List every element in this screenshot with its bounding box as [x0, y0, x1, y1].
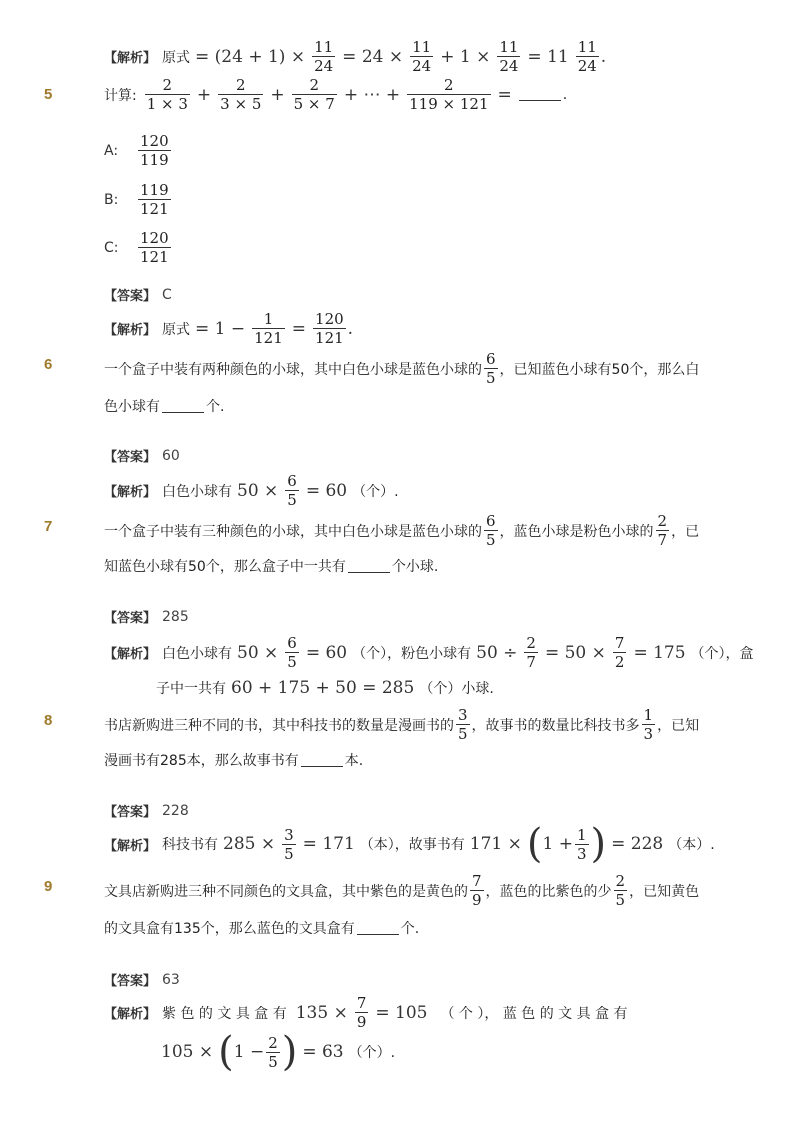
- math-text: = 175: [633, 642, 686, 663]
- fraction: $\frac{7}{9}$: [472, 872, 482, 909]
- fraction: $\frac{2}{7}$: [526, 634, 536, 671]
- period: .: [562, 86, 568, 103]
- fraction: $\frac{120}{119}$: [140, 132, 169, 169]
- q6-answer: [104, 446, 180, 465]
- q7-analysis-line1: [104, 634, 754, 671]
- analysis-tag: 【解析】: [104, 1007, 157, 1022]
- math-text: + 1 ×: [440, 46, 491, 67]
- option-c[interactable]: [104, 229, 173, 266]
- fraction: $\frac{120}{121}$: [140, 229, 169, 266]
- answer-tag: 【答案】: [104, 611, 157, 626]
- fraction: $\frac{1}{3}$: [643, 706, 654, 743]
- answer-value: 228: [162, 802, 189, 819]
- q9-answer: [104, 970, 180, 989]
- fraction: $\frac{1}{121}$: [254, 310, 283, 347]
- stem-text: 本.: [344, 753, 364, 769]
- fraction: $\frac{1}{3}$: [576, 825, 587, 863]
- q7-stem-line2: [104, 556, 438, 576]
- math-text: 1 +: [542, 834, 573, 854]
- fraction: $\frac{7}{2}$: [614, 634, 625, 671]
- stem-text: ，蓝色的比紫色的少: [485, 883, 612, 900]
- fraction: $\frac{2}{5}$: [615, 872, 626, 909]
- q5-analysis: [104, 310, 353, 347]
- q6-stem-line2: [104, 396, 224, 416]
- q8-answer: [104, 801, 189, 820]
- stem-text: ，已知: [657, 717, 700, 734]
- fraction: $\frac{2}{5}$: [268, 1033, 278, 1071]
- fraction: $\frac{11}{24}$: [577, 38, 597, 75]
- analysis-text: （个）.: [348, 1045, 396, 1061]
- q4-analysis: [104, 38, 606, 75]
- math-text: = 50 ×: [544, 642, 606, 663]
- stem-text: 个.: [206, 399, 225, 415]
- math-text: 50 ×: [237, 480, 279, 501]
- fraction: $\frac{2}{1 \times 3}$: [146, 76, 188, 113]
- analysis-text: （个），盒: [690, 645, 754, 662]
- dots: + ⋯ +: [343, 84, 401, 105]
- stem-text: ，已: [671, 523, 700, 540]
- left-paren: (: [526, 821, 543, 867]
- question-number: 8: [44, 712, 53, 729]
- fraction: $\frac{2}{7}$: [657, 512, 668, 549]
- answer-blank: [348, 560, 390, 573]
- fraction: $\frac{6}{5}$: [287, 472, 297, 509]
- q8-stem-line2: [104, 750, 363, 770]
- analysis-text: 白色小球有: [162, 645, 233, 662]
- question-number: 7: [44, 518, 53, 535]
- q6-analysis: [104, 472, 399, 509]
- math-text: =: [291, 318, 307, 339]
- left-paren: (: [218, 1029, 234, 1075]
- stem-text: 文具店新购进三种不同颜色的文具盒，其中紫色的是黄色的: [104, 883, 468, 900]
- stem-text: 漫画书有285本，那么故事书有: [104, 753, 299, 769]
- stem-text: 书店新购进三种不同的书，其中科技书的数量是漫画书的: [104, 717, 454, 734]
- analysis-tag: 【解析】: [104, 485, 157, 500]
- fraction: $\frac{7}{9}$: [356, 994, 367, 1031]
- stem-text: 个.: [400, 921, 420, 937]
- math-text: 171 ×: [469, 834, 522, 854]
- answer-tag: 【答案】: [104, 289, 157, 304]
- fraction: $\frac{6}{5}$: [486, 350, 496, 387]
- fraction: $\frac{119}{121}$: [140, 181, 169, 218]
- math-text: = (24 + 1) ×: [195, 46, 306, 67]
- right-paren: ): [281, 1029, 298, 1075]
- q5-stem: [104, 76, 567, 113]
- math-text: 135 ×: [295, 1002, 348, 1023]
- stem-text: ，蓝色小球是粉色小球的: [499, 523, 654, 540]
- fraction: $\frac{3}{5}$: [458, 706, 468, 743]
- answer-blank: [357, 922, 399, 935]
- analysis-text: 白色小球有: [162, 483, 233, 500]
- fraction: $\frac{11}{24}$: [499, 38, 519, 75]
- fraction: $\frac{6}{5}$: [287, 634, 297, 671]
- analysis-tag: 【解析】: [104, 323, 157, 338]
- stem-text: ，已知蓝色小球有50个，那么白: [499, 361, 700, 378]
- math-text: .: [600, 46, 607, 67]
- fraction: $\frac{120}{121}$: [315, 310, 344, 347]
- stem-text: 一个盒子中装有三种颜色的小球，其中白色小球是蓝色小球的: [104, 523, 482, 540]
- analysis-tag: 【解析】: [104, 51, 157, 66]
- math-text: = 60: [305, 480, 348, 501]
- q8-stem-line1: [104, 706, 699, 743]
- stem-text: ，已知黄色: [629, 883, 700, 900]
- analysis-text: （本）.: [668, 837, 715, 853]
- q7-stem-line1: [104, 512, 699, 549]
- analysis-text: （ 个 ）， 蓝 色 的 文 具 盒 有: [440, 1005, 628, 1022]
- question-number: 6: [44, 356, 53, 373]
- stem-text: 知蓝色小球有50个，那么盒子中一共有: [104, 559, 346, 575]
- q9-analysis-line1: [104, 994, 628, 1031]
- q6-stem-line1: [104, 350, 699, 387]
- answer-blank: [301, 754, 343, 767]
- analysis-text: 子中一共有: [156, 681, 226, 697]
- math-text: 285 ×: [223, 834, 276, 854]
- q9-stem-line1: [104, 872, 699, 909]
- answer-value: 60: [162, 447, 180, 464]
- option-b[interactable]: [104, 181, 173, 218]
- analysis-text: （个），粉色小球有: [352, 645, 472, 662]
- analysis-tag: 【解析】: [104, 838, 157, 854]
- math-text: = 105: [375, 1002, 428, 1023]
- q7-answer: [104, 607, 189, 626]
- analysis-text: （个）.: [352, 483, 399, 500]
- analysis-text: （个）小球.: [419, 681, 494, 697]
- option-a[interactable]: [104, 132, 173, 169]
- math-text: .: [347, 318, 354, 339]
- question-number: 5: [44, 86, 53, 103]
- math-text: 50 ÷: [476, 642, 518, 663]
- fraction: $\frac{6}{5}$: [486, 512, 496, 549]
- stem-text: 色小球有: [104, 399, 160, 415]
- answer-tag: 【答案】: [104, 450, 157, 465]
- analysis-text: 紫 色 的 文 具 盒 有: [162, 1005, 287, 1022]
- math-text: 60 + 175 + 50 = 285: [231, 678, 415, 698]
- math-text: = 63: [302, 1042, 344, 1062]
- right-paren: ): [590, 821, 607, 867]
- analysis-text: （本），故事书有: [359, 837, 465, 853]
- answer-tag: 【答案】: [104, 974, 157, 989]
- equals-sign: =: [497, 84, 512, 105]
- option-label: B:: [104, 191, 119, 208]
- analysis-prefix: 原式: [162, 49, 191, 66]
- math-text: = 228: [611, 834, 664, 854]
- q5-answer: [104, 285, 172, 304]
- stem-text: 的文具盒有135个，那么蓝色的文具盒有: [104, 921, 355, 937]
- analysis-tag: 【解析】: [104, 647, 157, 662]
- analysis-text: 科技书有: [162, 837, 219, 853]
- answer-value: C: [162, 286, 172, 303]
- option-label: C:: [104, 239, 119, 256]
- stem-text: 个小球.: [391, 559, 439, 575]
- question-number: 9: [44, 878, 53, 895]
- fraction: $\frac{2}{119 \times 121}$: [409, 76, 489, 113]
- fraction: $\frac{11}{24}$: [314, 38, 334, 75]
- stem-text: ，故事书的数量比科技书多: [471, 717, 640, 734]
- q9-stem-line2: [104, 918, 419, 938]
- math-text: = 11: [527, 46, 569, 67]
- plus-sign: +: [270, 84, 285, 105]
- answer-value: 63: [162, 971, 180, 988]
- q8-analysis: [104, 821, 715, 867]
- q9-analysis-line2: [156, 1029, 396, 1075]
- fraction: $\frac{3}{5}$: [284, 825, 294, 863]
- stem-text: 一个盒子中装有两种颜色的小球，其中白色小球是蓝色小球的: [104, 361, 482, 378]
- math-text: 50 ×: [237, 642, 279, 663]
- fraction: $\frac{2}{3 \times 5}$: [220, 76, 262, 113]
- math-text: = 171: [302, 834, 355, 854]
- stem-prefix: 计算:: [104, 87, 137, 104]
- math-text: = 24 ×: [342, 46, 404, 67]
- answer-value: 285: [162, 608, 189, 625]
- answer-blank: [519, 88, 561, 101]
- math-text: 1 −: [233, 1042, 265, 1062]
- fraction: $\frac{2}{5 \times 7}$: [293, 76, 335, 113]
- q7-analysis-line2: [156, 678, 494, 698]
- math-text: 105 ×: [161, 1042, 214, 1062]
- math-text: = 1 −: [195, 318, 246, 339]
- analysis-prefix: 原式: [162, 321, 191, 338]
- fraction: $\frac{11}{24}$: [412, 38, 432, 75]
- answer-blank: [162, 400, 204, 413]
- plus-sign: +: [196, 84, 212, 105]
- option-label: A:: [104, 142, 119, 159]
- math-text: = 60: [305, 642, 348, 663]
- answer-tag: 【答案】: [104, 805, 157, 820]
